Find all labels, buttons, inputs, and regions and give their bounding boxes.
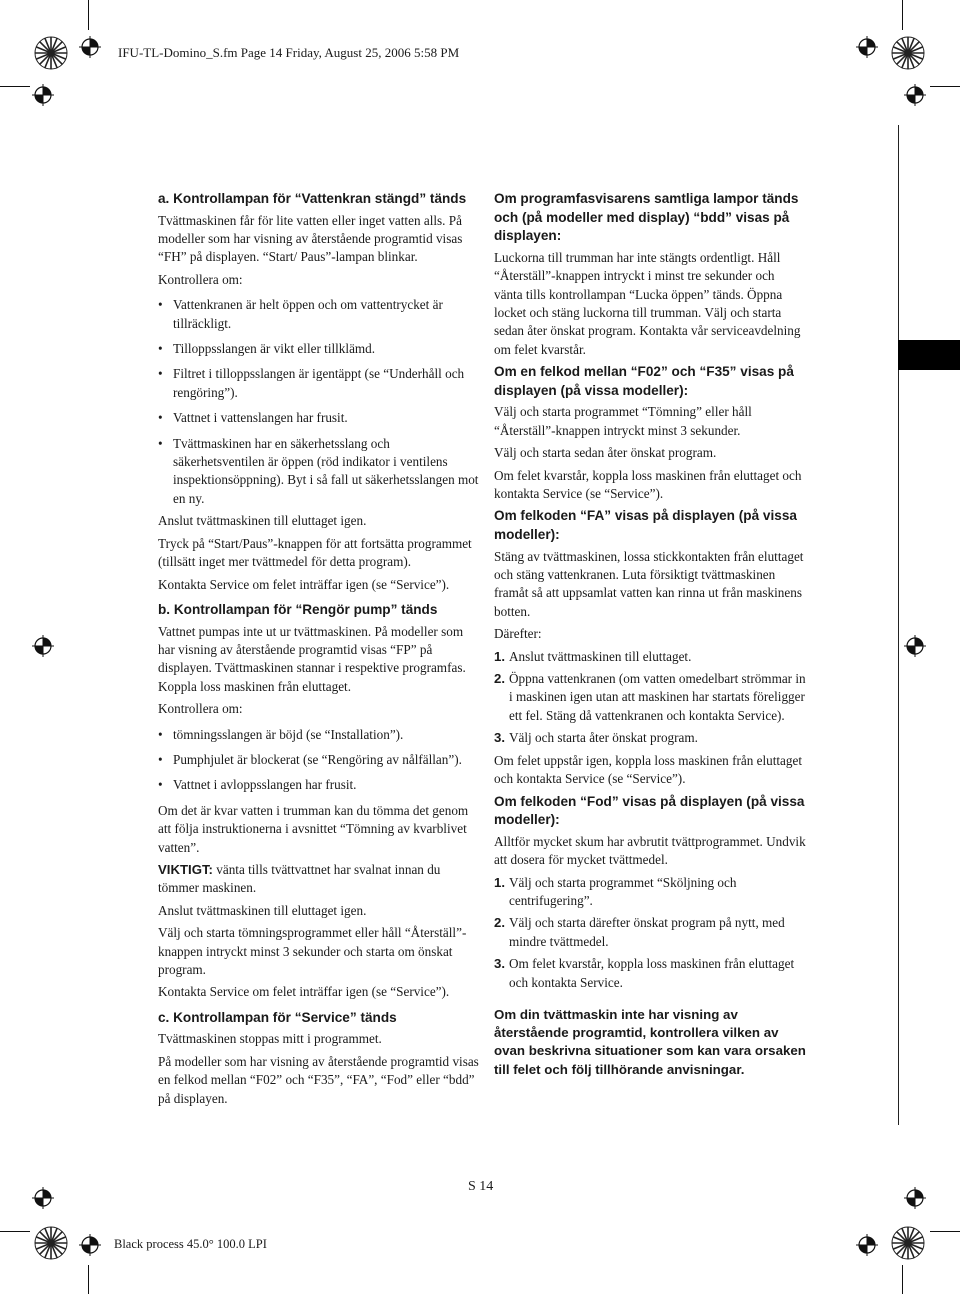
section-b-service: Kontakta Service om felet inträffar igen (se “Service”). (158, 984, 450, 1000)
left-column (158, 190, 480, 1112)
crop-line (88, 0, 89, 30)
crosshair-registration-mark (79, 36, 101, 58)
section-b-reconnect: Anslut tvättmaskinen till eluttaget igen. (158, 902, 367, 918)
starburst-registration-mark (34, 36, 68, 70)
section-fa-text: Stäng av tvättmaskinen, lossa stickkontakten från eluttaget och stäng vattenkranen. Luta försiktigt tvättmaskinen framåt så att uppsamlat vatten kan rinna ut från maskinens botten. (494, 548, 804, 619)
section-c-intro: Tvättmaskinen stoppas mitt i programmet. (158, 1031, 382, 1047)
section-b-heading: b. Kontrollampan för “Rengör pump” tänds (158, 601, 438, 617)
list-item: • Pumphjulet är blockerat (se “Rengöring av nålfällan”). (158, 751, 480, 769)
section-b-water: Om det är kvar vatten i trumman kan du tömma det genom att följa instruktionerna i avsnittet “Tömning av kvarblivet vatten”. (158, 802, 469, 855)
crop-line (88, 1265, 89, 1294)
section-c-detail: På modeller som har visning av återstående programtid visas en felkod mellan “F02” och “F35”, “FA”, “Fod” eller “bdd” på displayen. (158, 1053, 479, 1106)
section-a-intro: Tvättmaskinen får för lite vatten eller inget vatten alls. På modeller som har visning av återstående programtid visas “FH” på displayen. “Start/ Paus”-lampan blinkar. (158, 212, 463, 265)
section-f02-f35-restart: Välj och starta sedan åter önskat program. (494, 445, 717, 461)
crosshair-registration-mark (856, 1234, 878, 1256)
section-f02-f35-heading: Om en felkod mellan “F02” och “F35” visas på displayen (på vissa modeller): (494, 364, 794, 398)
section-f02-f35-text: Välj och starta programmet “Tömning” eller håll “Återställ”-knappen intryckt minst 3 sekunder. (494, 404, 752, 438)
thumb-tab (898, 340, 960, 370)
list-item: • Tilloppsslangen är vikt eller tillklämd. (158, 340, 480, 358)
crosshair-registration-mark (79, 1234, 101, 1256)
section-all-lamps-text: Luckorna till trumman har inte stängts ordentligt. Håll “Återställ”-knappen intryckt i minst tre sekunder och vänta tills kontrollampan “Lucka öppen” tänds. Öppna locket och stäng luckorna till trumman. Välj och starta sedan åter önskat program. Kontakta vår serviceavdelning om felet kvarstår. (494, 249, 801, 357)
warning-label: VIKTIGT: (158, 861, 213, 877)
section-a-heading: a. Kontrollampan för “Vattenkran stängd” tänds (158, 191, 467, 206)
closing-advice: Om din tvättmaskin inte har visning av återstående programtid, kontrollera vilken av ovan beskrivna situationer som kan vara orsaken till felet och följ tillhörande anvisningar. (494, 1006, 806, 1077)
section-fod-heading: Om felkoden “Fod” visas på displayen (på vissa modeller): (494, 793, 805, 828)
starburst-registration-mark (891, 36, 925, 70)
crosshair-registration-mark (856, 36, 878, 58)
list-item: • Vattenkranen är helt öppen och om vattentrycket är tillräckligt. (158, 296, 480, 333)
list-item: • Vattnet i avloppsslangen har frusit. (158, 776, 480, 794)
warning-text: vänta tills tvättvattnet har svalnat innan du tömmer maskinen. (158, 861, 441, 896)
thumb-tab-frame (898, 125, 960, 1125)
section-fa-then: Därefter: (494, 626, 542, 642)
right-column (494, 190, 806, 1079)
section-all-lamps-heading: Om programfasvisarens samtliga lampor tänds och (på modeller med display) “bdd” visas på displayen: (494, 191, 799, 244)
section-b-warning (158, 861, 480, 898)
crop-line (0, 1231, 30, 1232)
numbered-step: 2. Välj och starta därefter önskat program på nytt, med mindre tvättmedel. (494, 915, 785, 949)
section-fod-text: Alltför mycket skum har avbrutit tvättprogrammet. Undvik att dosera för mycket tvättmedel. (494, 833, 806, 868)
crop-line (930, 86, 960, 87)
section-a-check-label: Kontrollera om: (158, 271, 243, 287)
print-header: IFU-TL-Domino_S.fm Page 14 Friday, August 25, 2006 5:58 PM (118, 45, 460, 60)
section-fa-after: Om felet uppstår igen, koppla loss maskinen från eluttaget och kontakta Service (se “Service”). (494, 752, 802, 787)
crop-line (930, 1231, 960, 1232)
crosshair-registration-mark (32, 635, 54, 657)
crop-line (0, 86, 30, 87)
numbered-step: 2. Öppna vattenkranen (om vatten omedelbart strömmar in i maskinen igen utan att maskinen har startats föreligger ett fel. Stäng då vattenkranen och kontakta Service). (494, 671, 806, 723)
section-b-select: Välj och starta tömningsprogrammet eller håll “Återställ”-knappen intryckt minst 3 sekunder och starta om önskat program. (158, 925, 467, 977)
starburst-registration-mark (34, 1226, 68, 1260)
crosshair-registration-mark (904, 84, 926, 106)
section-c-heading: c. Kontrollampan för “Service” tänds (158, 1009, 397, 1025)
section-b-intro: Vattnet pumpas inte ut ur tvättmaskinen. På modeller som har visning av återstående programtid visas “FP” på displayen. Tvättmaskinen stannar i respektive programfas. Koppla loss maskinen från eluttaget. (158, 623, 466, 694)
page-number: S 14 (468, 1179, 494, 1194)
numbered-step: 3. Om felet kvarstår, koppla loss maskinen från eluttaget och kontakta Service. (494, 956, 795, 990)
numbered-step: 1. Välj och starta programmet “Sköljning och centrifugering”. (494, 874, 737, 908)
list-item: • Vattnet i vattenslangen har frusit. (158, 409, 480, 427)
print-footer: Black process 45.0° 100.0 LPI (114, 1237, 267, 1251)
section-b-check-label: Kontrollera om: (158, 701, 243, 717)
list-item: • tömningsslangen är böjd (se “Installation”). (158, 726, 480, 744)
section-a-reconnect: Anslut tvättmaskinen till eluttaget igen. (158, 513, 367, 529)
section-a-service: Kontakta Service om felet inträffar igen (se “Service”). (158, 576, 450, 592)
numbered-step: 3. Välj och starta åter önskat program. (494, 730, 698, 746)
list-item: • Filtret i tilloppsslangen är igentäppt (se “Underhåll och rengöring”). (158, 365, 480, 402)
crosshair-registration-mark (32, 84, 54, 106)
crop-line (902, 0, 903, 30)
list-item: • Tvättmaskinen har en säkerhetsslang och säkerhetsventilen är öppen (röd indikator i ventilens inspektionsöppning). Byt i så fall ut säkerhetsslangen mot en ny. (158, 435, 480, 509)
crop-line (902, 1265, 903, 1294)
crosshair-registration-mark (32, 1187, 54, 1209)
numbered-step: 1. Anslut tvättmaskinen till eluttaget. (494, 648, 692, 664)
crosshair-registration-mark (904, 1187, 926, 1209)
starburst-registration-mark (891, 1226, 925, 1260)
section-a-press: Tryck på “Start/Paus”-knappen för att fortsätta programmet (tillsätt inget mer tvättmedel för detta program). (158, 535, 472, 570)
section-f02-f35-persist: Om felet kvarstår, koppla loss maskinen från eluttaget och kontakta Service (se “Service”). (494, 467, 802, 502)
section-fa-heading: Om felkoden “FA” visas på displayen (på vissa modeller): (494, 508, 797, 543)
